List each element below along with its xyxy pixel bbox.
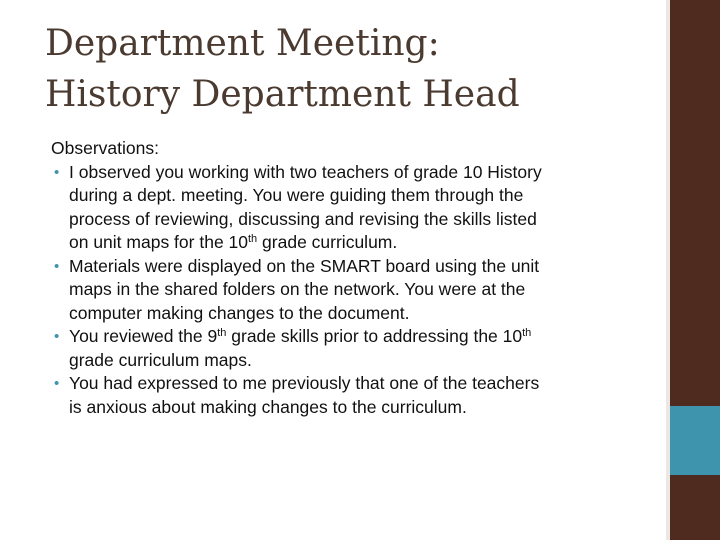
- bullet-3-superscript-2: th: [522, 327, 532, 339]
- bullet-4-line-1: You had expressed to me previously that one of the teachers: [69, 373, 540, 393]
- title-line-1: Department Meeting:: [45, 23, 440, 64]
- bullet-1-line-4: [69, 231, 651, 255]
- list-item: [51, 161, 651, 255]
- bullet-icon: •: [54, 328, 60, 345]
- bullet-1-line-2: during a dept. meeting. You were guiding them through the: [69, 185, 524, 205]
- list-item: [51, 325, 651, 372]
- bullet-icon: •: [54, 375, 60, 392]
- bullet-1-line-1: I observed you working with two teachers of grade 10 History: [69, 161, 542, 182]
- list-item: [51, 255, 651, 326]
- bullet-1-superscript: th: [248, 233, 258, 245]
- bullet-1-line-4-a: on unit maps for the 10: [69, 232, 248, 252]
- bullet-1-line-4-b: grade curriculum.: [257, 232, 398, 252]
- observations-heading: Observations:: [51, 138, 159, 158]
- bullet-1-line-3: process of reviewing, discussing and revising the skills listed: [69, 208, 537, 229]
- bullet-3-line-1-b: grade skills prior to addressing the 10: [226, 326, 523, 346]
- bullet-2-line-2: maps in the shared folders on the network. You were at the: [69, 279, 526, 299]
- title-line-2: History Department Head: [45, 74, 520, 115]
- slide-title: [45, 18, 645, 120]
- slide-body: [51, 137, 651, 419]
- bullet-3-line-1-a: You reviewed the 9: [69, 326, 218, 346]
- bullet-3-superscript-1: th: [217, 327, 227, 339]
- bullet-4-line-2: is anxious about making changes to the curriculum.: [69, 396, 467, 417]
- bullet-icon: •: [54, 257, 60, 275]
- sidebar-accent-block: [670, 406, 720, 475]
- bullet-3-line-1: [69, 325, 651, 349]
- bullet-3-line-2: grade curriculum maps.: [69, 349, 252, 370]
- bullet-2-line-3: computer making changes to the document.: [69, 302, 410, 323]
- observations-list: [51, 161, 651, 420]
- bullet-icon: •: [54, 163, 60, 181]
- bullet-2-line-1: Materials were displayed on the SMART board using the unit: [69, 255, 540, 276]
- list-item: [51, 372, 651, 419]
